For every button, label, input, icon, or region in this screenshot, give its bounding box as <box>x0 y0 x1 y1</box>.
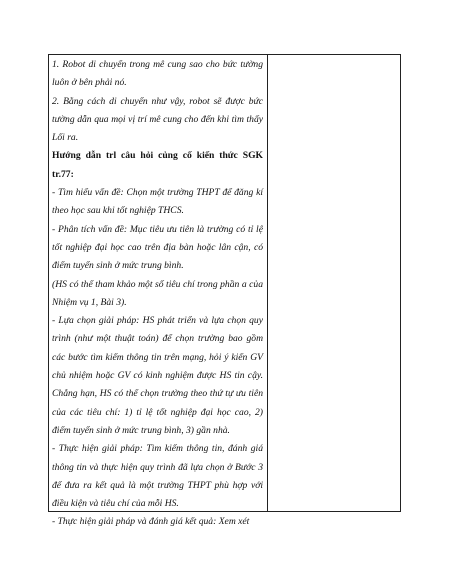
paragraph-4: - Phân tích vấn đề: Mục tiêu ưu tiên là trường có tỉ lệ tốt nghiệp đại học cao trên địa bàn hoặc lân cận, có điểm tuyển sinh ở mức trung bình. <box>52 223 263 272</box>
paragraph-5: (HS có thể tham khảo một số tiêu chí trong phần a của Nhiệm vụ 1, Bài 3). <box>52 278 263 308</box>
paragraph-6: - Lựa chọn giải pháp: HS phát triển và lựa chọn quy trình (như một thuật toán) để chọn trường bao gồm các bước tìm kiếm thông tin trên mạng, hỏi ý kiến GV chủ nhiệm hoặc GV có kinh nghiệm được HS tin cậy. Chẳng hạn, HS có thể chọn trường theo thứ tự ưu tiên của các tiêu chí: 1) tỉ lệ tốt nghiệp đại học cao, 2) điểm tuyển sinh ở mức trung bình, 3) gần nhà. <box>52 315 263 436</box>
paragraph-8: - Thực hiện giải pháp và đánh giá kết quả: Xem xét <box>52 516 250 528</box>
right-column <box>268 55 400 511</box>
paragraph-1: 1. Robot di chuyển trong mê cung sao cho bức tường luôn ở bên phải nó. <box>52 59 263 89</box>
paragraph-7: - Thực hiện giải pháp: Tìm kiếm thông tin, đánh giá thông tin và thực hiện quy trình đã lựa chọn ở Bước 3 để đưa ra kết quả là một trường THPT phù hợp với điều kiện và tiêu chí của mỗi HS. <box>52 443 263 510</box>
left-column <box>49 55 268 528</box>
content-table <box>48 54 401 528</box>
paragraph-2: 2. Bằng cách di chuyển như vậy, robot sẽ được bức tường dẫn qua mọi vị trí mê cung cho đến khi tìm thấy Lối ra. <box>52 95 263 144</box>
section-heading: Hướng dẫn trl câu hỏi củng cố kiến thức SGK tr.77: <box>52 150 263 180</box>
paragraph-3: - Tìm hiểu vấn đề: Chọn một trường THPT để đăng kí theo học sau khi tốt nghiệp THCS. <box>52 187 263 217</box>
